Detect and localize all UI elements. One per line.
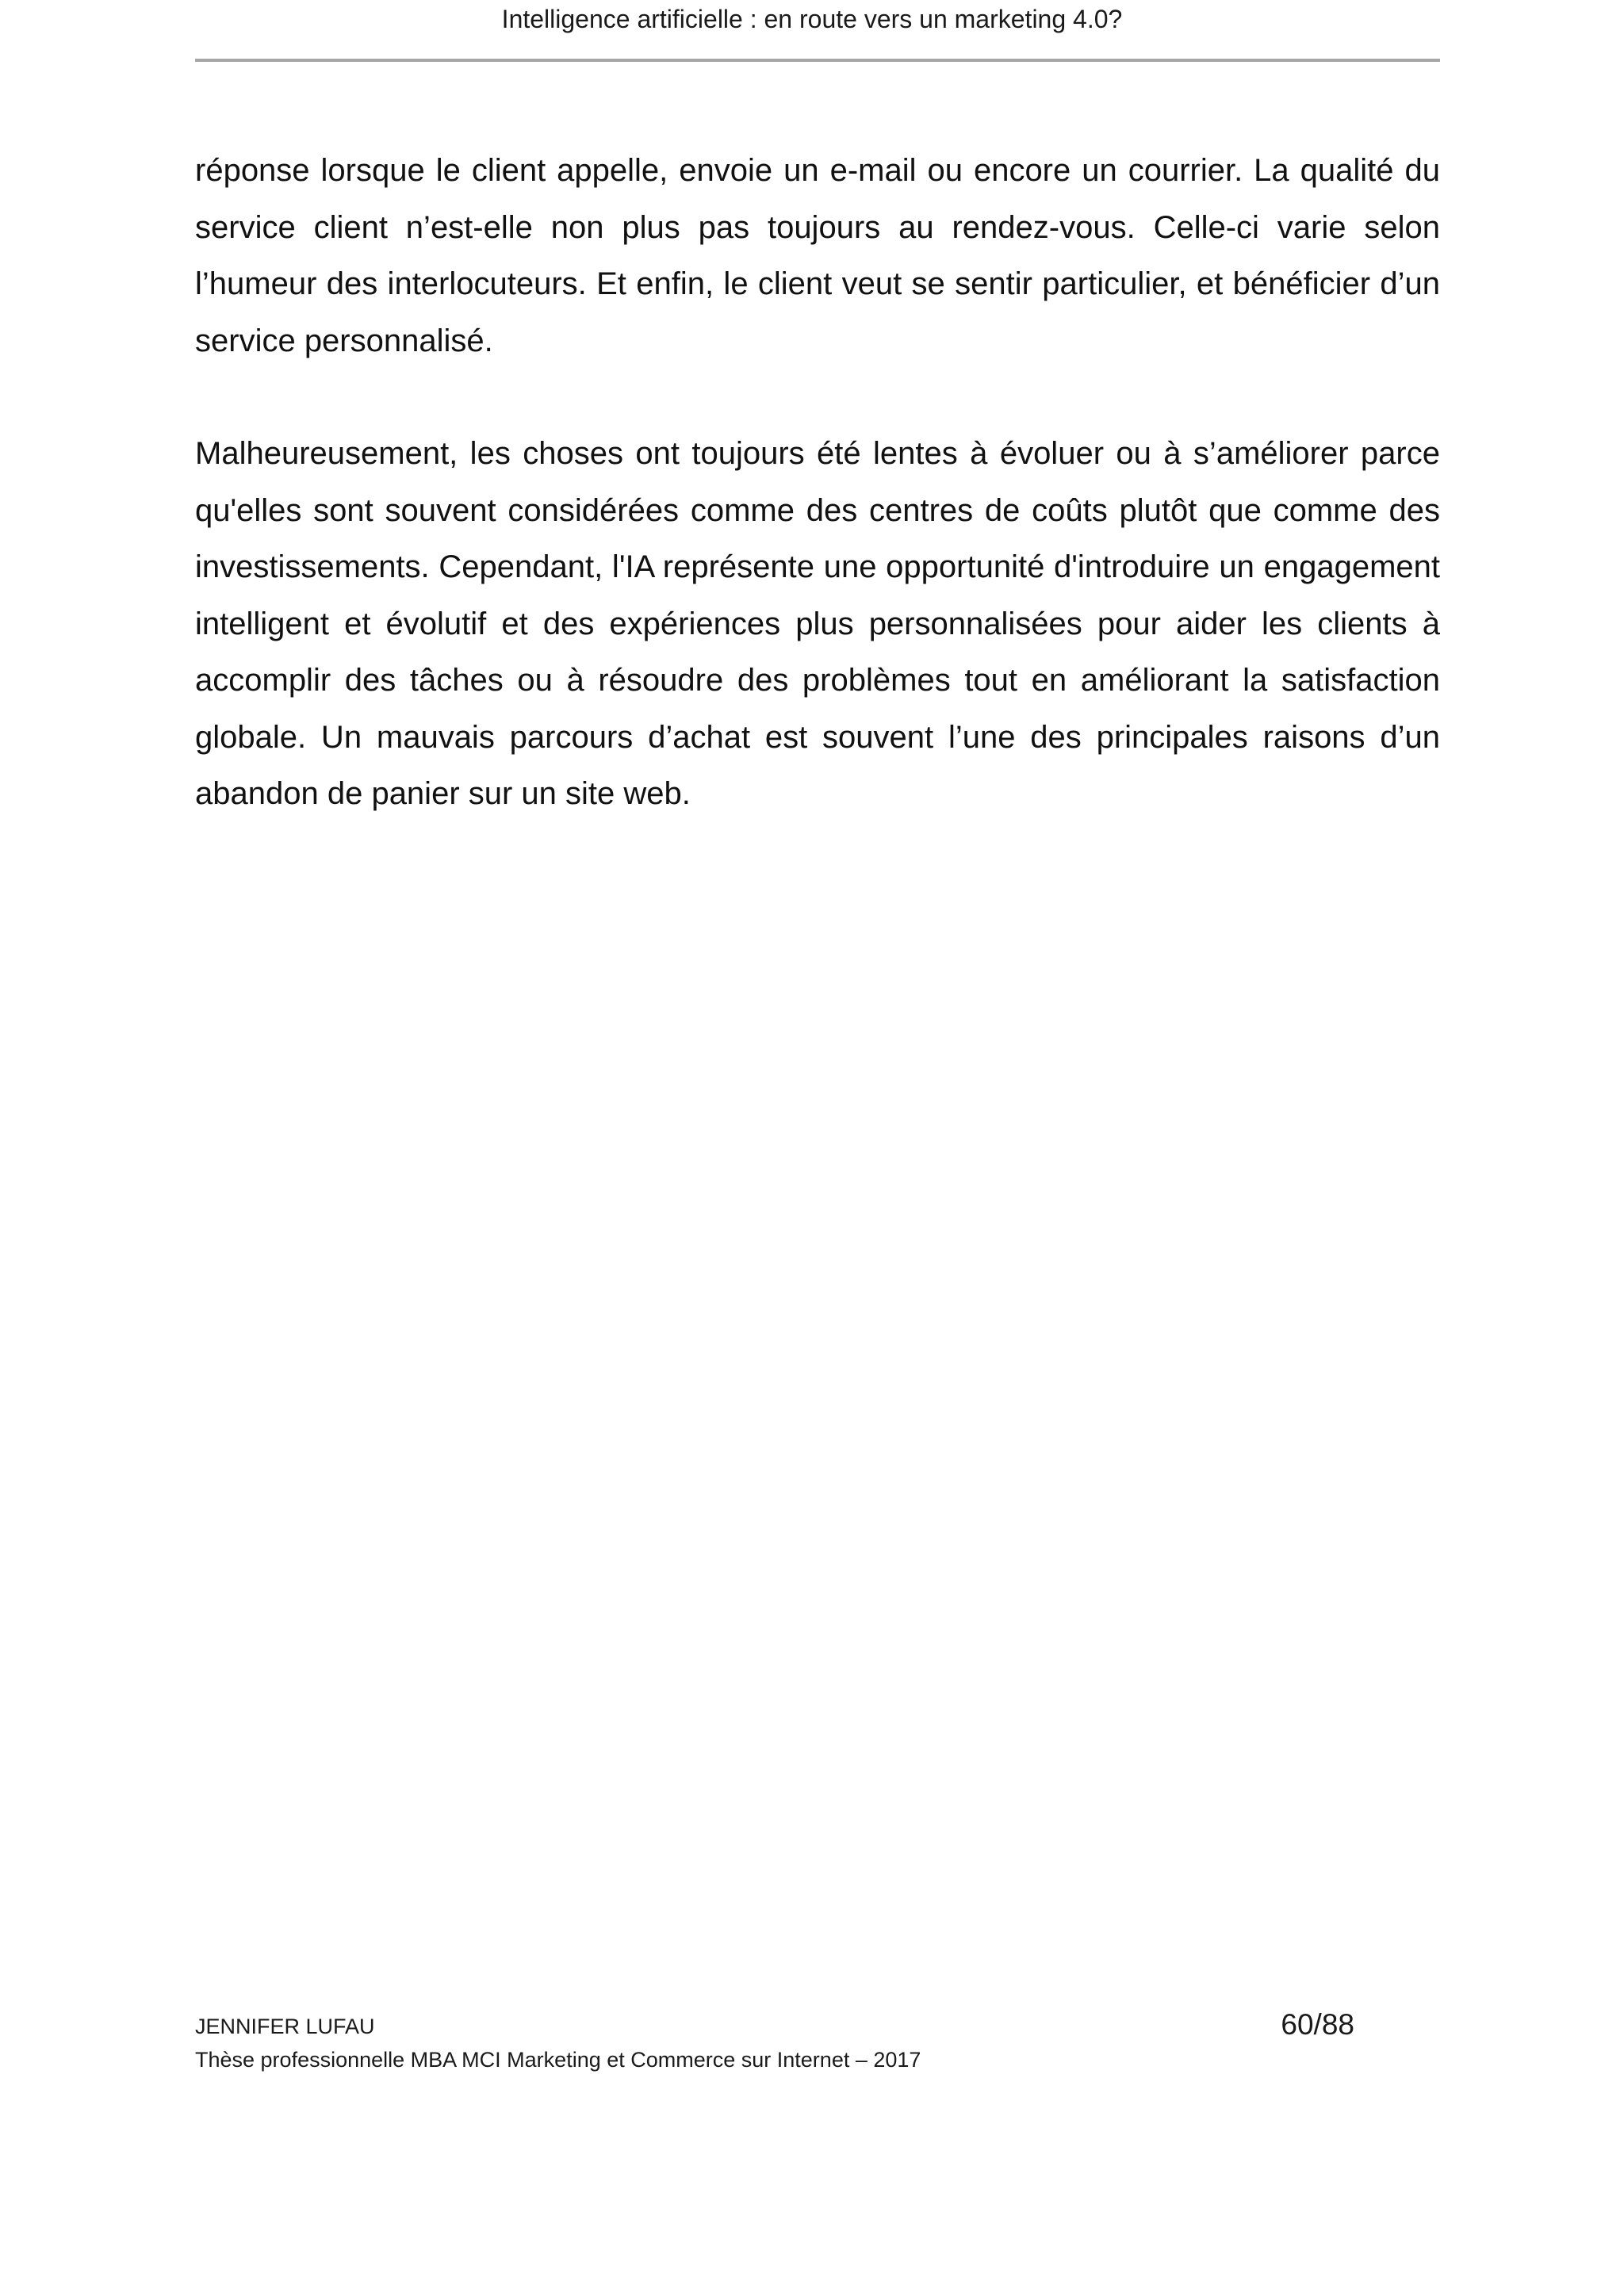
header-divider bbox=[195, 59, 1440, 62]
footer-author: JENNIFER LUFAU bbox=[195, 2015, 375, 2038]
paragraph-2: Malheureusement, les choses ont toujours été lentes à évoluer ou à s’améliorer parce qu'elles sont souvent considérées comme des centres de coûts plutôt que comme des investissements. Cependant, l'IA représente une opportunité d'introduire un engagement intelligent et évolutif et des expériences plus personnalisées pour aider les clients à accomplir des tâches ou à résoudre des problèmes tout en améliorant la satisfaction globale. Un mauvais parcours d’achat est souvent l’une des principales raisons d’un abandon de panier sur un site web. bbox=[195, 436, 1440, 811]
page-header-title: Intelligence artificielle : en route vers un marketing 4.0? bbox=[501, 5, 1123, 33]
paragraph-1: réponse lorsque le client appelle, envoie un e-mail ou encore un courrier. La qualité du service client n’est-elle non plus pas toujours au rendez-vous. Celle-ci varie selon l’humeur des interlocuteurs. Et enfin, le client veut se sentir particulier, et bénéficier d’un service personnalisé. bbox=[195, 153, 1440, 358]
page-number: 60/88 bbox=[1281, 2008, 1354, 2041]
footer-thesis-title: Thèse professionnelle MBA MCI Marketing et Commerce sur Internet – 2017 bbox=[195, 2048, 921, 2072]
